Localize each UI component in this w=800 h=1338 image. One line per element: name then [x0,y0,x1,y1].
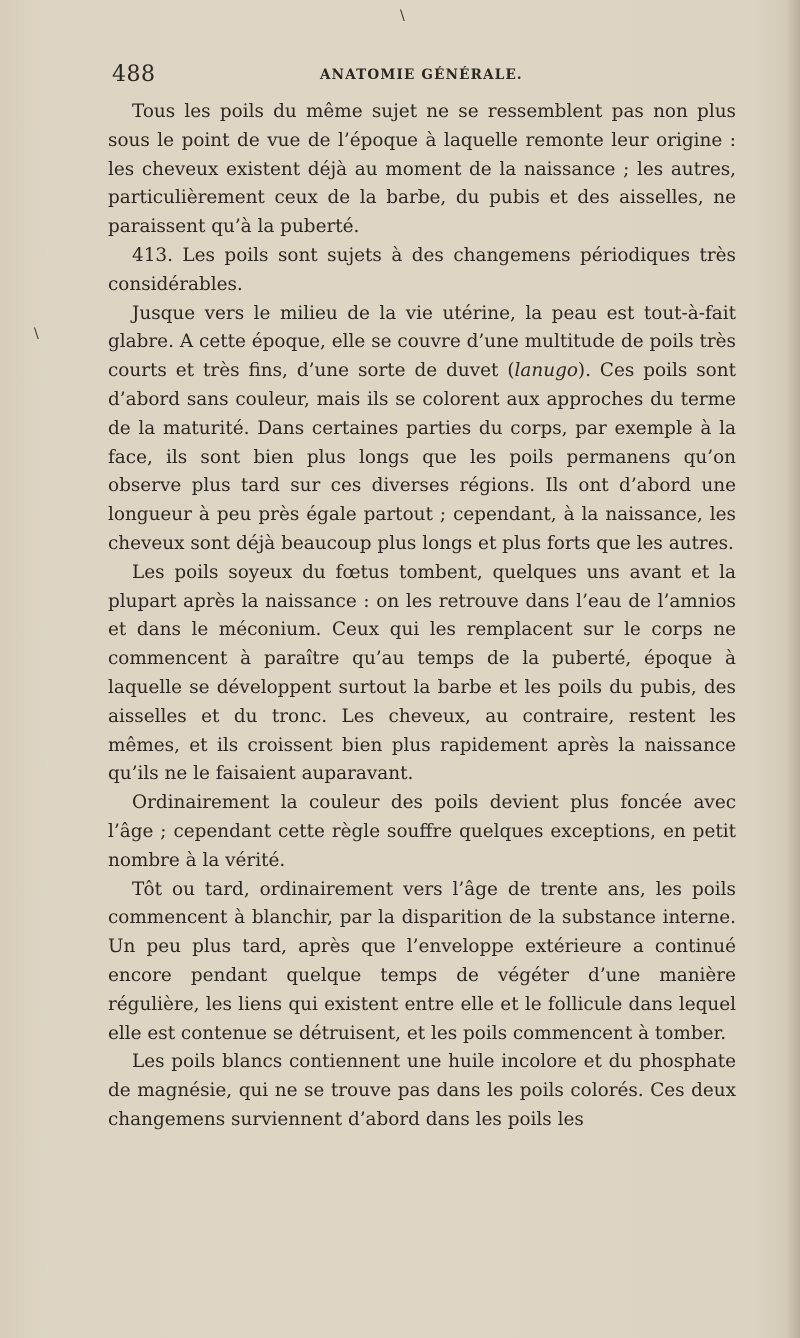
paragraph: Les poils soyeux du fœtus tombent, quelques uns avant et la plupart après la naissance : on les retrouve dans l’eau de l’amnios et dans le méconium. Ceux qui les remplacent sur le corps ne commencent à paraître qu’au temps de la puberté, époque à laquelle se développent surtout la barbe et les poils du pubis, des aisselles et du tronc. Les cheveux, au contraire, restent les mêmes, et ils croissent bien plus rapidement après la naissance qu’ils ne le faisaient auparavant. [108,561,736,785]
paragraph: Tous les poils du même sujet ne se ressemblent pas non plus sous le point de vue de l’époque à laquelle remonte leur origine : les cheveux existent déjà au moment de la naissance ; les autres, particulièrement ceux de la barbe, du pubis et des aisselles, ne paraissent qu’à la puberté. [108,101,736,238]
body-text [108,98,736,1135]
page-header [112,62,732,92]
paragraph: Les poils blancs contiennent une huile incolore et du phosphate de magnésie, qui ne se trouve pas dans les poils colorés. Ces deux changemens surviennent d’abord dans les poils les [108,1051,736,1130]
italic-term: lanugo [514,360,578,382]
margin-mark: \ [400,8,405,24]
running-head: ANATOMIE GÉNÉRALE. [320,67,523,83]
paragraph [108,300,736,559]
margin-mark: \ [34,326,39,342]
paragraph-text: ). Ces poils sont d’abord sans couleur, mais ils se colorent aux approches du terme de la maturité. Dans certaines parties du corps, par exemple à la face, ils sont bien plus longs que les poils permanens qu’on observe plus tard sur ces diverses régions. Ils ont d’abord une longueur à peu près égale partout ; cependant, à la naissance, les cheveux sont déjà beaucoup plus longs et plus forts que les autres. [108,360,736,554]
paragraph-text: Jusque vers le milieu de la vie utérine, la peau est tout-à-fait glabre. A cette époque, elle se couvre d’une multitude de poils très courts et très fins, d’une sorte de duvet ( [108,302,736,382]
paragraph: Ordinairement la couleur des poils devient plus foncée avec l’âge ; cependant cette règle souffre quelques exceptions, en petit nombre à la vérité. [108,792,736,871]
page-number: 488 [112,62,156,87]
paragraph: Tôt ou tard, ordinairement vers l’âge de trente ans, les poils commencent à blanchir, par la disparition de la substance interne. Un peu plus tard, après que l’enveloppe extérieure a continué encore pendant quelque temps de végéter d’une manière régulière, les liens qui existent entre elle et le follicule dans lequel elle est contenue se détruisent, et les poils commencent à tomber. [108,878,736,1044]
paragraph-section-413: 413. Les poils sont sujets à des changemens périodiques très considérables. [108,244,736,295]
